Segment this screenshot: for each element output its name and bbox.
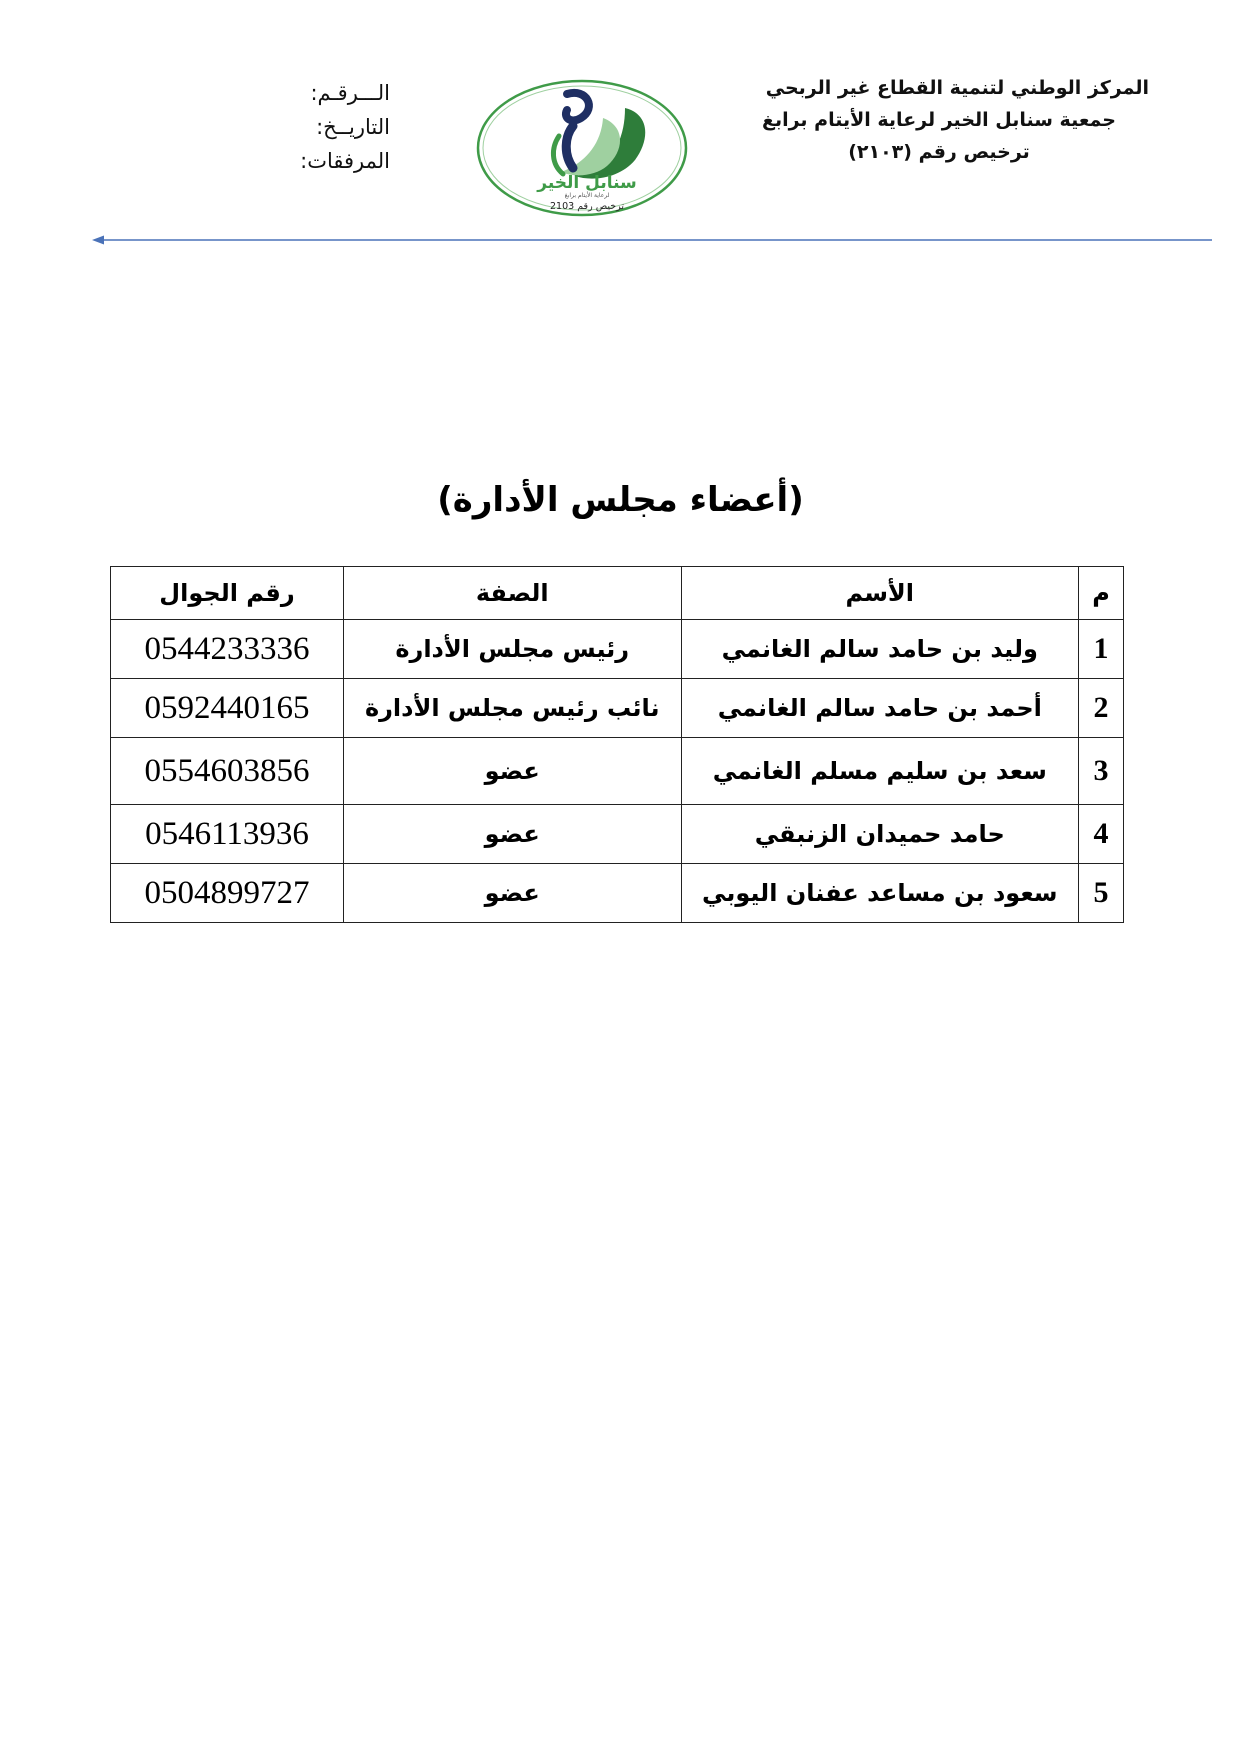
header-no: م xyxy=(1079,567,1124,620)
member-name: سعود بن مساعد عفنان اليوبي xyxy=(681,864,1079,923)
header-divider-arrow xyxy=(92,234,1212,246)
org-header xyxy=(729,72,1149,168)
board-members-table xyxy=(110,566,1124,923)
member-role: عضو xyxy=(343,805,681,864)
row-number: 2 xyxy=(1079,679,1124,738)
member-phone: 0554603856 xyxy=(111,738,344,805)
member-role: عضو xyxy=(343,738,681,805)
member-name: وليد بن حامد سالم الغانمي xyxy=(681,620,1079,679)
reference-date-label: التاريــخ: xyxy=(316,115,390,139)
org-line-license: ترخيص رقم (٢١٠٣) xyxy=(848,141,1030,163)
association-logo xyxy=(475,78,689,218)
table-row xyxy=(111,805,1124,864)
table-row xyxy=(111,620,1124,679)
org-line-association: جمعية سنابل الخير لرعاية الأيتام برابغ xyxy=(761,109,1116,131)
member-name: حامد حميدان الزنبقي xyxy=(681,805,1079,864)
header-name: الأسم xyxy=(681,567,1079,620)
member-phone: 0544233336 xyxy=(111,620,344,679)
table-row xyxy=(111,738,1124,805)
table-row xyxy=(111,864,1124,923)
member-role: عضو xyxy=(343,864,681,923)
row-number: 4 xyxy=(1079,805,1124,864)
logo-license-text: ترخيص رقم 2103 xyxy=(550,201,624,212)
member-name: سعد بن سليم مسلم الغانمي xyxy=(681,738,1079,805)
table-row xyxy=(111,679,1124,738)
row-number: 1 xyxy=(1079,620,1124,679)
row-number: 5 xyxy=(1079,864,1124,923)
reference-number-label: الـــرقـم: xyxy=(310,81,390,105)
reference-block xyxy=(240,76,390,178)
member-phone: 0504899727 xyxy=(111,864,344,923)
reference-attachments-label: المرفقات: xyxy=(300,149,390,173)
org-line-national-center: المركز الوطني لتنمية القطاع غير الربحي xyxy=(765,77,1149,99)
member-role: رئيس مجلس الأدارة xyxy=(343,620,681,679)
header-role: الصفة xyxy=(343,567,681,620)
member-role: نائب رئيس مجلس الأدارة xyxy=(343,679,681,738)
table-header-row xyxy=(111,567,1124,620)
row-number: 3 xyxy=(1079,738,1124,805)
header-phone: رقم الجوال xyxy=(111,567,344,620)
member-name: أحمد بن حامد سالم الغانمي xyxy=(681,679,1079,738)
logo-name-text: سنابل الخير xyxy=(537,173,637,193)
logo-subtitle-text: لرعاية الأيتام برابغ xyxy=(564,192,610,199)
document-title: (أعضاء مجلس الأدارة) xyxy=(437,480,804,520)
member-phone: 0592440165 xyxy=(111,679,344,738)
member-phone: 0546113936 xyxy=(111,805,344,864)
